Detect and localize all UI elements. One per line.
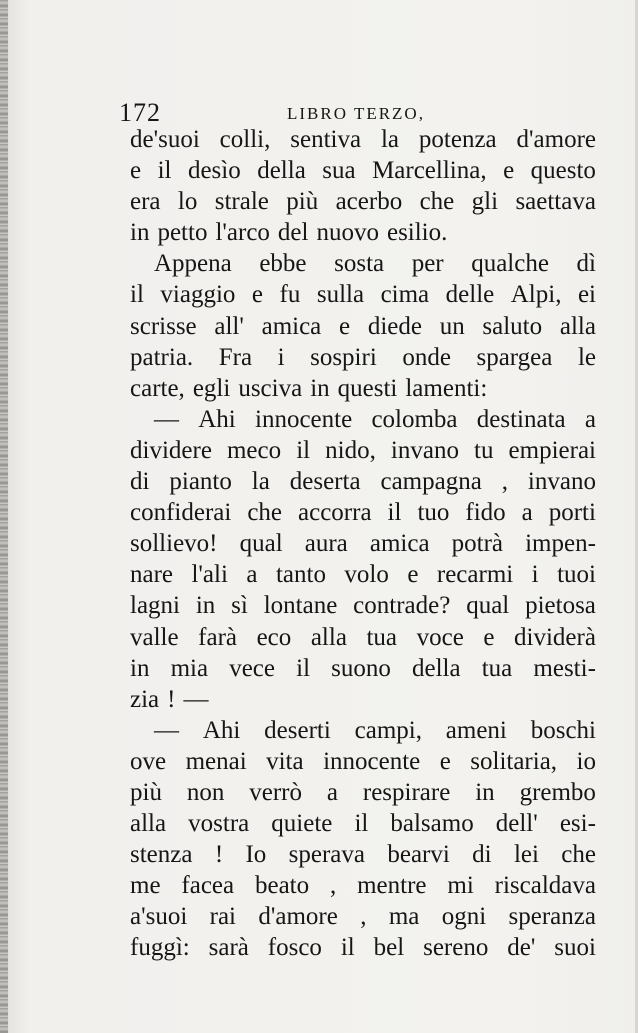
word: carte,	[130, 374, 185, 402]
word: a	[326, 778, 338, 806]
word: dell'	[495, 810, 538, 838]
word: deserti	[264, 716, 331, 744]
text-line	[130, 684, 596, 715]
word: ogni	[441, 903, 487, 931]
word: nido,	[325, 436, 376, 464]
word: Alpi,	[510, 281, 562, 309]
word: empierai	[508, 436, 596, 464]
word: del	[277, 219, 309, 247]
word: sì	[231, 592, 248, 620]
text-line	[130, 559, 596, 590]
word: il	[296, 436, 311, 464]
word: petto	[157, 219, 208, 247]
word: saluto	[482, 312, 543, 340]
word: gli	[471, 188, 499, 216]
word: io	[576, 747, 596, 775]
word: un	[439, 312, 465, 340]
word: accorra	[298, 499, 372, 527]
word: lamenti:	[405, 374, 488, 402]
word: pietosa	[525, 592, 596, 620]
word: lo	[177, 188, 198, 216]
text-line	[130, 155, 596, 186]
word: verrò	[249, 778, 302, 806]
word: e	[339, 312, 351, 340]
text-line	[130, 186, 596, 217]
text-line	[130, 715, 596, 746]
word: tanto	[275, 561, 326, 589]
word: dividere	[130, 436, 212, 464]
word: in	[130, 219, 150, 247]
word: viaggio	[160, 281, 236, 309]
word: tua	[481, 654, 513, 682]
word: invano	[390, 436, 459, 464]
word: volo	[344, 561, 389, 589]
word: esilio.	[386, 219, 448, 247]
word: e	[503, 157, 515, 185]
word: invano	[527, 468, 596, 496]
word: solitaria,	[470, 747, 558, 775]
text-line	[130, 217, 596, 248]
word: a	[521, 499, 533, 527]
page-header	[119, 96, 599, 126]
word: sentiva	[290, 126, 362, 153]
word: più	[286, 188, 319, 216]
word: dividerà	[514, 623, 596, 651]
word: respirare	[362, 778, 451, 806]
word: la	[380, 126, 400, 153]
word: non	[186, 778, 225, 806]
word: Ahi	[202, 716, 241, 744]
word: meco	[226, 436, 282, 464]
word: e	[439, 747, 451, 775]
word: ,	[329, 872, 337, 900]
word: d'amore	[516, 126, 596, 153]
word: innocente	[255, 405, 353, 433]
text-line	[130, 870, 596, 901]
word: campi,	[354, 716, 422, 744]
word: le	[577, 343, 596, 371]
word: stenza	[130, 841, 193, 869]
word: fido	[465, 499, 506, 527]
word: di	[472, 841, 492, 869]
word: della	[412, 654, 461, 682]
word: onde	[402, 343, 451, 371]
word: patria.	[130, 343, 194, 371]
word: scrisse	[130, 312, 197, 340]
word: fuggì:	[130, 934, 190, 962]
word: sospiri	[310, 343, 377, 371]
word: vita	[266, 747, 304, 775]
word: campagna	[380, 468, 482, 496]
word: alla	[559, 312, 596, 340]
word: della	[257, 157, 306, 185]
word: il	[340, 934, 355, 962]
word: per	[411, 250, 444, 278]
text-line	[130, 746, 596, 777]
word: pianto	[169, 468, 232, 496]
word: dì	[576, 250, 596, 278]
word: balsamo	[390, 810, 474, 838]
word: vostra	[188, 810, 250, 838]
text-line	[130, 435, 596, 466]
word: beato	[254, 872, 310, 900]
text-line	[130, 466, 596, 497]
word: lontane	[263, 592, 338, 620]
word: qualche	[471, 250, 549, 278]
word: recarmi	[436, 561, 514, 589]
word: sosta	[334, 250, 385, 278]
word: ei	[577, 281, 596, 309]
word: mia	[170, 654, 209, 682]
word: usciva	[238, 374, 303, 402]
word: suoi	[554, 934, 596, 962]
word: in	[475, 778, 495, 806]
text-line	[130, 932, 596, 963]
word: il	[130, 281, 144, 309]
word: mesti-	[533, 654, 596, 682]
word: Marcellina,	[372, 157, 487, 185]
word: i	[531, 561, 539, 589]
word: l'ali	[191, 561, 228, 589]
word: ameni	[445, 716, 507, 744]
word: che	[561, 841, 596, 869]
word: grembo	[519, 778, 596, 806]
word: strale	[214, 188, 269, 216]
word: in	[310, 374, 330, 402]
word: nare	[130, 561, 174, 589]
word: esi-	[559, 810, 596, 838]
word: alla	[310, 623, 347, 651]
word: qual	[239, 530, 283, 558]
word: bel	[373, 934, 405, 962]
word: all'	[214, 312, 244, 340]
word: eco	[256, 623, 292, 651]
word: nuovo	[316, 219, 379, 247]
word: a'suoi	[130, 903, 188, 931]
word: destinata	[476, 405, 566, 433]
word: cima	[380, 281, 430, 309]
word: —	[154, 716, 179, 744]
word: e	[483, 623, 495, 651]
word: ,	[501, 468, 508, 496]
word: voce	[416, 623, 464, 651]
word: più	[130, 778, 162, 806]
word: bearvi	[387, 841, 450, 869]
word: era	[130, 188, 161, 216]
word: sperava	[288, 841, 365, 869]
word: Appena	[154, 250, 232, 278]
word: boschi	[530, 716, 596, 744]
word: innocente	[323, 747, 421, 775]
word: deserta	[289, 468, 361, 496]
text-line	[130, 124, 596, 155]
word: suono	[331, 654, 391, 682]
word: Ahi	[198, 405, 236, 433]
page-edge-left	[0, 0, 8, 1033]
text-line	[130, 404, 596, 435]
word: porti	[548, 499, 596, 527]
word: fu	[279, 281, 301, 309]
word: e	[407, 561, 419, 589]
word: potenza	[418, 126, 497, 153]
word: quiete	[271, 810, 333, 838]
word: in	[130, 654, 150, 682]
word: a	[584, 405, 596, 433]
word: menai	[185, 747, 247, 775]
word: saettava	[515, 188, 596, 216]
text-line	[130, 590, 596, 621]
text-line	[130, 248, 596, 279]
word: in	[195, 592, 216, 620]
text-line	[130, 497, 596, 528]
word: sereno	[423, 934, 489, 962]
word: aura	[304, 530, 348, 558]
word: ebbe	[259, 250, 307, 278]
word: ,	[360, 903, 367, 931]
word: —	[183, 685, 209, 713]
word: Fra	[218, 343, 253, 371]
text-line	[130, 808, 596, 839]
word: lagni	[130, 592, 180, 620]
word: il	[296, 654, 311, 682]
word: de'	[507, 934, 536, 962]
word: impen-	[525, 530, 596, 558]
word: desìo	[187, 157, 241, 185]
word: sarà	[208, 934, 249, 962]
word: —	[154, 405, 179, 433]
word: ma	[388, 903, 420, 931]
word: de'suoi	[130, 126, 200, 153]
text-line	[130, 528, 596, 559]
word: mi	[447, 872, 474, 900]
word: facea	[181, 872, 235, 900]
word: che	[247, 499, 283, 527]
word: la	[251, 468, 270, 496]
word: a	[246, 561, 258, 589]
word: rai	[209, 903, 237, 931]
word: potrà	[451, 530, 504, 558]
word: me	[130, 872, 161, 900]
word: confiderai	[130, 499, 232, 527]
word: sulla	[316, 281, 365, 309]
word: fosco	[267, 934, 322, 962]
word: tuo	[417, 499, 450, 527]
word: zia	[130, 685, 160, 713]
word: valle	[130, 623, 179, 651]
word: amica	[369, 530, 430, 558]
word: il	[387, 499, 402, 527]
word: alla	[130, 810, 167, 838]
word: questo	[530, 157, 596, 185]
word: d'amore	[258, 903, 338, 931]
word: qual	[466, 592, 510, 620]
word: di	[130, 468, 150, 496]
word: vece	[229, 654, 275, 682]
body-text	[130, 124, 596, 964]
text-line	[130, 777, 596, 808]
page-number: 172	[119, 98, 161, 127]
word: ove	[130, 747, 167, 775]
text-line	[130, 901, 596, 932]
word: che	[419, 188, 455, 216]
word: !	[214, 841, 224, 869]
text-line	[130, 622, 596, 653]
word: tua	[366, 623, 398, 651]
word: e	[251, 281, 264, 309]
word: diede	[367, 312, 422, 340]
word: contrade?	[353, 592, 451, 620]
word: riscaldava	[494, 872, 596, 900]
word: sua	[322, 157, 356, 185]
word: amica	[261, 312, 322, 340]
word: colomba	[371, 405, 458, 433]
word: egli	[192, 374, 231, 402]
word: il	[354, 810, 369, 838]
word: colli,	[219, 126, 271, 153]
word: delle	[445, 281, 495, 309]
word: farà	[198, 623, 237, 651]
word: i	[277, 343, 285, 371]
text-line	[130, 653, 596, 684]
word: Io	[245, 841, 267, 869]
word: sollievo!	[130, 530, 218, 558]
text-line	[130, 311, 596, 342]
word: acerbo	[335, 188, 403, 216]
word: tu	[474, 436, 494, 464]
text-line	[130, 373, 596, 404]
word: spargea	[476, 343, 553, 371]
running-head: LIBRO TERZO,	[287, 104, 425, 123]
word: l'arco	[215, 219, 270, 247]
word: mentre	[357, 872, 427, 900]
text-line	[130, 342, 596, 373]
text-line	[130, 839, 596, 870]
word: lei	[513, 841, 539, 869]
word: il	[157, 157, 172, 185]
text-line	[130, 279, 596, 310]
word: questi	[337, 374, 398, 402]
word: e	[130, 157, 142, 185]
word: tuoi	[557, 561, 596, 589]
word: speranza	[508, 903, 596, 931]
word: !	[167, 685, 176, 713]
